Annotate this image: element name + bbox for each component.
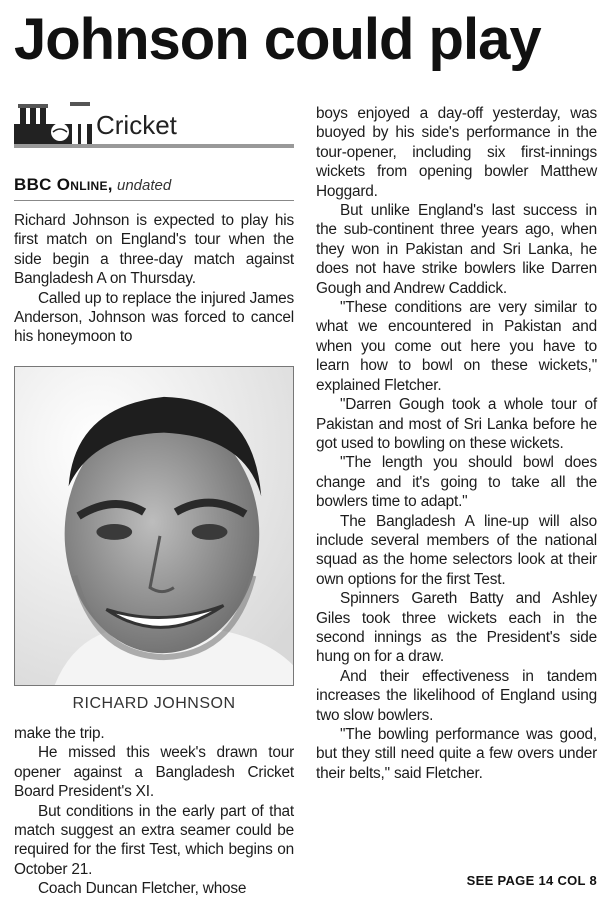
continuation-jump: SEE PAGE 14 COL 8 xyxy=(466,873,597,888)
paragraph: boys enjoyed a day-off yesterday, was buoyed by his side's performance in the tour-opener, including six first-innings wickets from opening bowler Matthew Hoggard. xyxy=(316,105,597,200)
paragraph: But conditions in the early part of that match suggest an extra seamer could be required for the first Test, which begins on October 21. xyxy=(14,802,294,878)
section-rule xyxy=(14,144,294,148)
paragraph: He missed this week's drawn tour opener against a Bangladesh Cricket Board President's XI. xyxy=(14,744,294,801)
body-column-1-top xyxy=(14,211,294,347)
paragraph: "The bowling performance was good, but they still need quite a few overs under their belts," said Fletcher. xyxy=(316,726,597,782)
paragraph: But unlike England's last success in the sub-continent three years ago, when they won in Pakistan and Sri Lanka, he does not have strike bowlers like Darren Gough and Andrew Caddick. xyxy=(316,202,597,297)
paragraph: Coach Duncan Fletcher, whose xyxy=(38,880,247,898)
paragraph: "These conditions are very similar to what we encountered in Pakistan and when you come out here you have to learn how to bowl on these wickets," explained Fletcher. xyxy=(316,299,597,394)
paragraph: Richard Johnson is expected to play his first match on England's tour when the side begin a three-day match against Bangladesh A on Thursday. xyxy=(14,212,294,288)
photo-caption: RICHARD JOHNSON xyxy=(72,695,236,712)
paragraph: Called up to replace the injured James Anderson, Johnson was forced to cancel his honeymoon to xyxy=(14,289,294,346)
paragraph: Spinners Gareth Batty and Ashley Giles took three wickets each in the second innings as the President's side hung on for a draw. xyxy=(316,590,597,666)
paragraph: make the trip. xyxy=(14,725,105,742)
byline-source: BBC Online, xyxy=(14,175,113,194)
cricket-stumps-icon xyxy=(14,102,92,144)
portrait-image xyxy=(15,367,293,685)
paragraph: The Bangladesh A line-up will also include several members of the national squad as the home selectors look at their own options for the first Test. xyxy=(316,512,597,588)
byline-rule xyxy=(14,200,294,201)
byline-date: undated xyxy=(116,177,172,194)
paragraph: "Darren Gough took a whole tour of Pakistan and most of Sri Lanka before he got used to bowling on these wickets. xyxy=(316,396,597,452)
portrait-photo xyxy=(14,366,294,686)
body-column-1-bottom xyxy=(14,724,294,899)
headline: Johnson could play xyxy=(14,7,541,72)
byline xyxy=(14,175,294,196)
paragraph: "The length you should bowl does change and it's going to take all the bowlers time to adapt." xyxy=(316,454,597,511)
section-header xyxy=(14,100,294,148)
paragraph: And their effectiveness in tandem increases the likelihood of England using two slow bowlers. xyxy=(316,667,597,724)
body-column-2 xyxy=(316,104,597,783)
section-name: Cricket xyxy=(96,110,177,140)
